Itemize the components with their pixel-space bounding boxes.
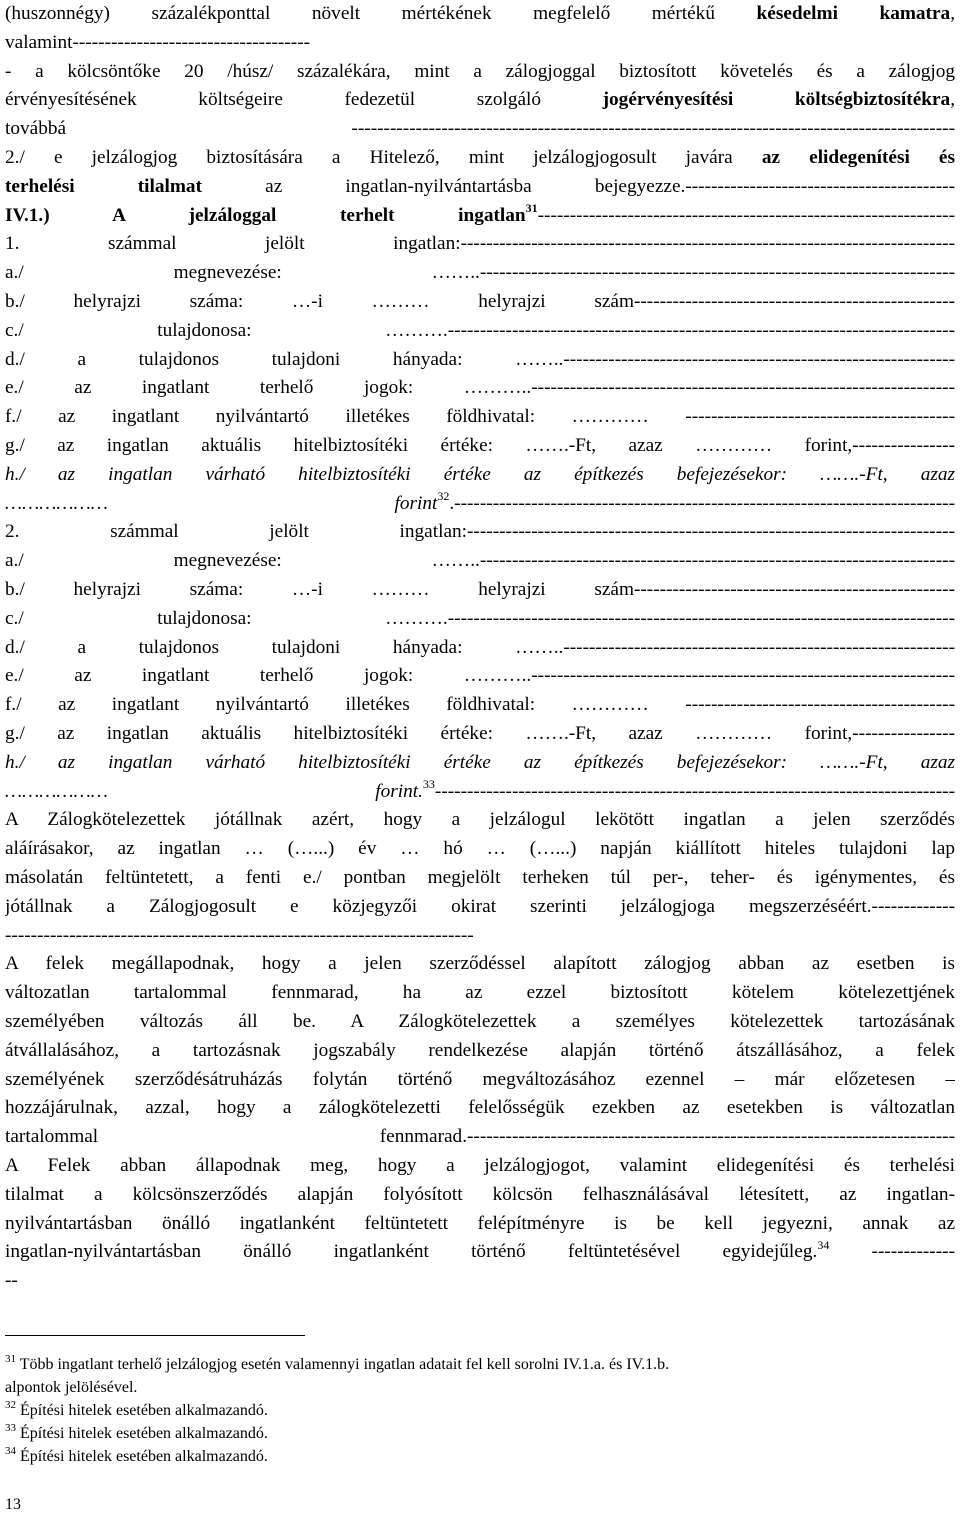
document-line	[5, 720, 955, 748]
document-line	[5, 1037, 955, 1065]
text-run: A Felek abban állapodnak meg, hogy a jelzálogjogot, valamint elidegenítési és terhelési	[5, 1155, 955, 1176]
document-line	[5, 778, 955, 806]
document-line	[5, 1210, 955, 1238]
text-run: ……………… forint	[5, 492, 438, 514]
text-run: késedelmi kamatra	[756, 3, 951, 24]
document-line	[5, 58, 955, 86]
document-line	[5, 1152, 955, 1180]
footnote-number: 33	[5, 1422, 16, 1434]
text-run: -------------------------------------------------------------------------	[5, 924, 474, 946]
document-line	[5, 662, 955, 690]
document-line	[5, 432, 955, 460]
document-line	[5, 979, 955, 1007]
footnote	[5, 1422, 955, 1445]
footnote-number: 32	[5, 1399, 16, 1411]
document-line	[5, 605, 955, 633]
text-run: b./ helyrajzi száma: …-i ……… helyrajzi szám--------------------------------------------------	[5, 291, 955, 312]
text-run: személyében változás áll be. A Zálogkötelezettek a személyes kötelezettek tartozásának	[5, 1011, 955, 1032]
footnote-ref: 33	[422, 777, 435, 792]
document-line	[5, 1267, 955, 1295]
text-run: d./ a tulajdonos tulajdoni hányada: ……..-------------------------------------------------------------	[5, 348, 955, 370]
document-line	[5, 0, 955, 28]
text-run: ingatlan-nyilvántartásban önálló ingatlanként történő feltüntetésével egyidejűleg.	[5, 1241, 818, 1263]
document-line	[5, 374, 955, 402]
footnote-number: 34	[5, 1445, 16, 1457]
text-run: ---------------------------------------------------------------------------------	[434, 780, 955, 802]
text-run: -----------------------------------------------------------------	[537, 204, 955, 226]
text-run: terhelési tilalmat	[5, 175, 202, 197]
document-line	[5, 634, 955, 662]
document-line	[5, 288, 955, 316]
text-run: másolatán feltüntetett, a fenti e./ pontban megjelölt terheken túl per-, teher- és igénymentes, és	[5, 867, 955, 888]
text-run: 2./ e jelzálogjog biztosítására a Hitelező, mint jelzálogjogosult javára	[5, 147, 762, 168]
text-run: ,	[950, 3, 955, 24]
text-run: (huszonnégy) százalékponttal növelt mértékének megfelelő mértékű	[5, 3, 757, 24]
text-run: - a kölcsöntőke 20 /húsz/ százalékára, mint a zálogjoggal biztosított követelés és a zálogjog	[5, 60, 955, 82]
document-line	[5, 403, 955, 431]
text-run: f./ az ingatlant nyilvántartó illetékes földhivatal: ………… ------------------------------------------	[5, 406, 955, 428]
text-run: e./ az ingatlant terhelő jogok: ………..------------------------------------------------------------------	[5, 377, 955, 399]
text-run: továbbá ----------------------------------------------------------------------------------------------	[5, 118, 955, 140]
text-run: jótállnak a Zálogjogosult e közjegyzői okirat szerinti jelzálogjoga megszerzéséért.-------------	[5, 895, 955, 917]
text-run: b./ helyrajzi száma: …-i ……… helyrajzi szám--------------------------------------------------	[5, 579, 955, 600]
footnote-ref: 31	[525, 201, 538, 216]
document-line	[5, 29, 955, 57]
text-run: hozzájárulnak, azzal, hogy a zálogkötelezetti felelősségük ezekben az esetekben is változatlan	[5, 1097, 955, 1119]
text-run: -------------	[829, 1241, 955, 1263]
document-line	[5, 86, 955, 114]
text-run: .------------------------------------------------------------------------------	[449, 492, 955, 514]
document-line	[5, 547, 955, 575]
text-run: --	[5, 1270, 18, 1292]
text-run: IV.1.) A jelzáloggal terhelt ingatlan	[5, 204, 526, 226]
document-line	[5, 1008, 955, 1036]
document-line	[5, 864, 955, 892]
text-run: a./ megnevezése: ……..--------------------------------------------------------------------------	[5, 550, 955, 572]
text-run: valamint-------------------------------------	[5, 31, 311, 53]
text-run: ,	[950, 89, 955, 111]
text-run: h./ az ingatlan várható hitelbiztosítéki értéke az építkezés befejezésekor: …….-Ft, azaz	[5, 463, 955, 485]
document-line	[5, 1066, 955, 1094]
text-run: jogérvényesítési költségbiztosítékra	[602, 89, 951, 111]
text-run: 2. számmal jelölt ingatlan:----------------------------------------------------------------------------	[5, 521, 955, 543]
text-run: e./ az ingatlant terhelő jogok: ………..------------------------------------------------------------------	[5, 665, 955, 687]
text-run: az elidegenítési és	[761, 147, 955, 168]
text-run: A felek megállapodnak, hogy a jelen szerződéssel alapított zálogjog abban az esetben is	[5, 953, 955, 975]
page-number: 13	[5, 1496, 21, 1513]
text-run: d./ a tulajdonos tulajdoni hányada: ……..-------------------------------------------------------------	[5, 636, 955, 658]
text-run: az ingatlan-nyilvántartásba bejegyezze.------------------------------------------	[202, 175, 955, 197]
text-run: 1. számmal jelölt ingatlan:-----------------------------------------------------------------------------	[5, 233, 955, 255]
document-line	[5, 518, 955, 546]
footnote-text: Építési hitelek esetében alkalmazandó.	[16, 1448, 268, 1465]
footnote-text: alpontok jelölésével.	[5, 1379, 138, 1396]
text-run: h./ az ingatlan várható hitelbiztosítéki értéke az építkezés befejezésekor: …….-Ft, azaz	[5, 751, 955, 773]
text-run: tartalommal fennmarad.----------------------------------------------------------------------------	[5, 1126, 955, 1148]
footnote-text: Több ingatlant terhelő jelzálogjog esetén valamennyi ingatlan adatait fel kell sorolni IV.1.a. és IV.1.b.	[16, 1356, 670, 1373]
footnote	[5, 1353, 955, 1376]
footnote-text: Építési hitelek esetében alkalmazandó.	[16, 1425, 268, 1442]
text-run: f./ az ingatlant nyilvántartó illetékes földhivatal: ………… ------------------------------------------	[5, 694, 955, 716]
document-line	[5, 317, 955, 345]
text-run: személyének szerződésátruházás folytán történő megváltozásához ezennel – már előzetesen –	[5, 1068, 955, 1090]
document-line	[5, 259, 955, 287]
document-line	[5, 202, 955, 230]
text-run: átvállalásához, a tartozásnak jogszabály rendelkezése alapján történő átszállásához, a felek	[5, 1039, 955, 1061]
text-run: g./ az ingatlan aktuális hitelbiztosítéki értéke: …….-Ft, azaz ………… forint,----------------	[5, 435, 955, 456]
document-line	[5, 749, 955, 777]
text-run: a./ megnevezése: ……..--------------------------------------------------------------------------	[5, 262, 955, 284]
document-line	[5, 490, 955, 518]
text-run: ……………… forint.	[5, 780, 423, 802]
document-line	[5, 691, 955, 719]
document-line	[5, 230, 955, 258]
footnote-separator	[5, 1335, 305, 1336]
text-run: tilalmat a kölcsönszerződés alapján folyósított kölcsön felhasználásával létesített, az ingatlan-	[5, 1183, 955, 1205]
document-line	[5, 1181, 955, 1209]
document-line	[5, 922, 955, 950]
document-line	[5, 115, 955, 143]
text-run: c./ tulajdonosa: ……….-------------------------------------------------------------------------------	[5, 319, 955, 341]
document-line	[5, 1238, 955, 1266]
document-line	[5, 144, 955, 172]
text-run: változatlan tartalommal fennmarad, ha az ezzel biztosított kötelem kötelezettjének	[5, 982, 955, 1004]
text-run: A Zálogkötelezettek jótállnak azért, hogy a jelzálogul lekötött ingatlan a jelen szerződés	[5, 809, 955, 831]
text-run: aláírásakor, az ingatlan … (…...) év … hó … (…...) napján kiállított hiteles tulajdoni lap	[5, 838, 955, 860]
document-line	[5, 950, 955, 978]
footnote-number: 31	[5, 1353, 16, 1365]
document-line	[5, 893, 955, 921]
document-line	[5, 1094, 955, 1122]
document-line	[5, 461, 955, 489]
text-run: érvényesítésének költségeire fedezetül szolgáló	[5, 89, 603, 111]
document-line	[5, 173, 955, 201]
footnote-text: Építési hitelek esetében alkalmazandó.	[16, 1402, 268, 1419]
text-run: c./ tulajdonosa: ……….-------------------------------------------------------------------------------	[5, 607, 955, 629]
footnote	[5, 1399, 955, 1422]
footnote	[5, 1445, 955, 1468]
footnote-ref: 32	[437, 489, 450, 504]
document-line	[5, 1123, 955, 1151]
document-line	[5, 576, 955, 604]
document-line	[5, 835, 955, 863]
text-run: g./ az ingatlan aktuális hitelbiztosítéki értéke: …….-Ft, azaz ………… forint,----------------	[5, 723, 955, 744]
document-line	[5, 806, 955, 834]
text-run: nyilvántartásban önálló ingatlanként feltüntetett felépítményre is be kell jegyezni, annak az	[5, 1212, 955, 1234]
footnote-ref: 34	[817, 1238, 830, 1252]
document-line	[5, 346, 955, 374]
footnote	[5, 1376, 955, 1399]
